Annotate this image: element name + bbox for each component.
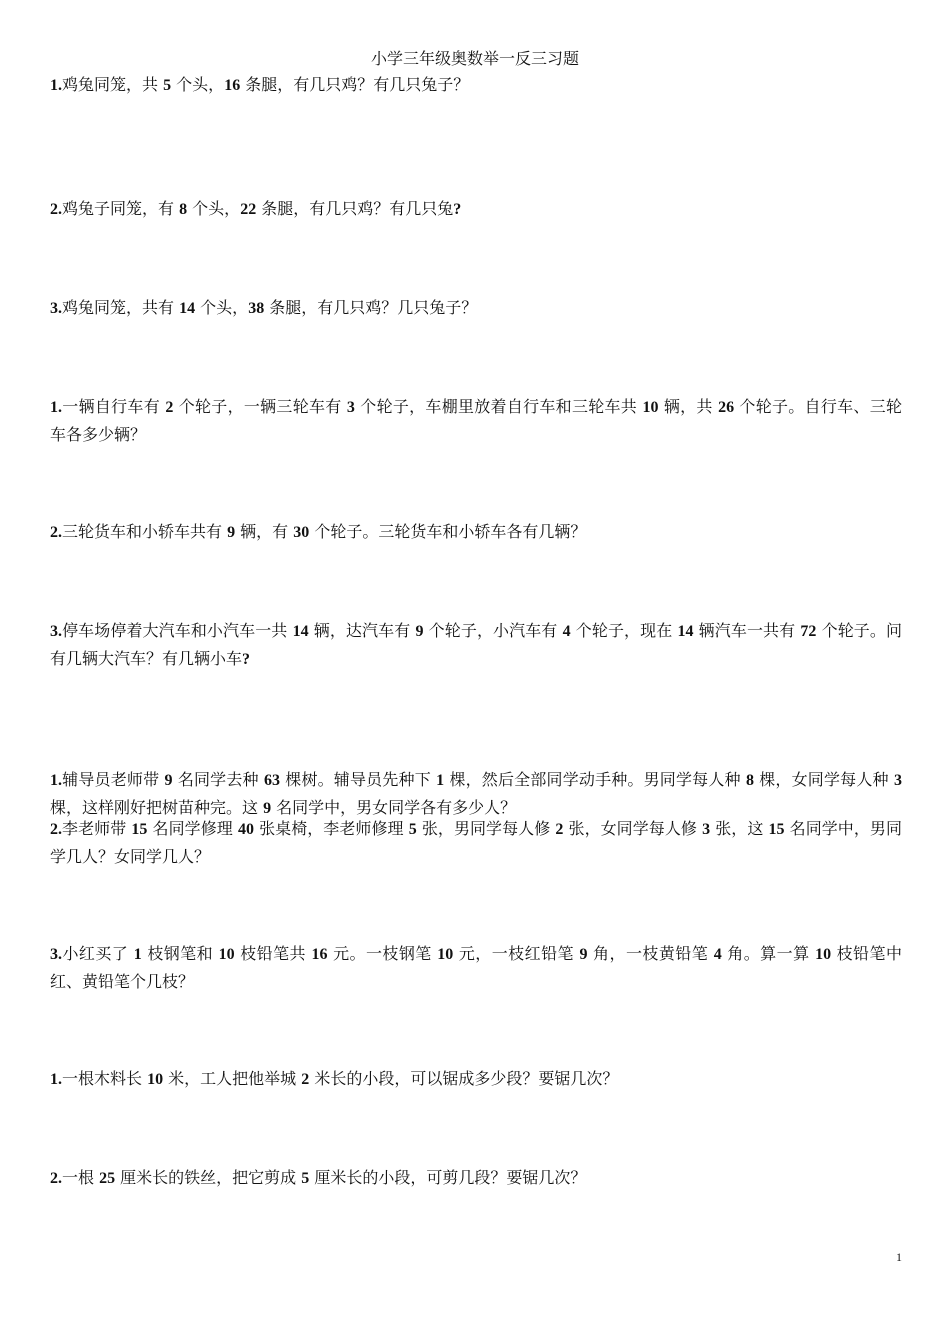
question — [50, 294, 902, 322]
question-number-value: 1 — [436, 772, 445, 789]
question-text: 鸡兔子同笼，有 — [62, 199, 180, 218]
question — [50, 766, 902, 822]
question-text: 厘米长的小段，可剪几段？要锯几次？ — [309, 1168, 587, 1187]
question-text: 名同学修理 — [147, 819, 238, 838]
question — [50, 71, 902, 99]
question — [50, 1065, 902, 1093]
question — [50, 195, 902, 223]
question-number-value: 2 — [165, 399, 174, 416]
page-title: 小学三年级奥数举一反三习题 — [370, 49, 579, 68]
question-text: 米，工人把他举城 — [163, 1069, 302, 1088]
question — [50, 940, 902, 995]
question-text: 条腿，有几只鸡？几只兔子？ — [264, 298, 478, 317]
question-number: 2. — [50, 524, 62, 541]
question-number-value: 40 — [237, 821, 254, 838]
question-number-value: 63 — [264, 772, 280, 789]
question-text: 棵，女同学每人种 — [753, 770, 894, 789]
question-number: 1. — [50, 399, 62, 416]
question-number-value: 25 — [99, 1170, 116, 1187]
question-number: 1. — [50, 1071, 62, 1088]
question-text: 个头， — [187, 199, 241, 218]
question-text: 棵，这样刚好把树苗种完。这 — [50, 798, 264, 817]
question-number-value: 22 — [240, 201, 257, 218]
question-number-value: 10 — [642, 399, 659, 416]
question-number-value: 5 — [163, 77, 172, 94]
question-text: 名同学中，男同学几人？女同学几人？ — [50, 819, 902, 866]
question-text: 棵树。辅导员先种下 — [280, 770, 437, 789]
question-text: 角。算一算 — [721, 944, 816, 963]
question-number-value: 9 — [164, 772, 173, 789]
question — [50, 518, 902, 546]
question-number-value: 16 — [311, 946, 328, 963]
question-number: 3. — [50, 300, 62, 317]
question-text: 辆，共 — [658, 397, 719, 416]
question-text: 条腿，有几只鸡？有几只兔 — [256, 199, 454, 218]
question-text: 张，这 — [710, 819, 769, 838]
question-number-value: 38 — [248, 300, 265, 317]
question-number-value: 15 — [131, 821, 148, 838]
question — [50, 815, 902, 870]
question-number-value: 2 — [555, 821, 564, 838]
question-text: 枝钢笔和 — [141, 944, 219, 963]
question-number-value: 3 — [893, 772, 902, 789]
question-number-value: 4 — [562, 623, 571, 640]
question-number-value: 10 — [437, 946, 454, 963]
question-number-value: 4 — [713, 946, 722, 963]
question-number: 2. — [50, 201, 62, 218]
question-text: 辆，达汽车有 — [308, 621, 416, 640]
question-number-value: 9 — [263, 800, 272, 817]
question-number: 2. — [50, 821, 62, 838]
question-text: 小红买了 — [62, 944, 134, 963]
question-text: 一根木料长 — [62, 1069, 148, 1088]
question-number-value: 8 — [745, 772, 754, 789]
question-text: 个轮子。三轮货车和小轿车各有几辆？ — [309, 522, 587, 541]
question-text: 角，一枝黄铅笔 — [587, 944, 714, 963]
question-text: 辅导员老师带 — [62, 770, 165, 789]
question-text: 条腿，有几只鸡？有几只兔子？ — [240, 75, 470, 94]
question-text: 停车场停着大汽车和小汽车一共 — [62, 621, 293, 640]
question-text: 个轮子。自行车、三轮车各多少辆？ — [50, 397, 902, 444]
question-text: 个轮子，一辆三轮车有 — [173, 397, 347, 416]
question-number-value: ? — [453, 201, 462, 218]
question-number: 3. — [50, 946, 62, 963]
question-text: 厘米长的铁丝，把它剪成 — [115, 1168, 302, 1187]
question-number-value: 30 — [293, 524, 310, 541]
question-text: 棵，然后全部同学动手种。男同学每人种 — [444, 770, 746, 789]
question-text: 一辆自行车有 — [62, 397, 166, 416]
question-number-value: 8 — [179, 201, 188, 218]
question-text: 个头， — [195, 298, 249, 317]
question-number: 1. — [50, 77, 62, 94]
question-number-value: 1 — [133, 946, 142, 963]
question-number-value: 3 — [346, 399, 355, 416]
question-number-value: 10 — [815, 946, 832, 963]
question-number-value: 5 — [408, 821, 417, 838]
question-text: 名同学去种 — [172, 770, 264, 789]
question-text: 个头， — [171, 75, 225, 94]
question-text: 元，一枝红铅笔 — [453, 944, 580, 963]
question-number-value: 14 — [292, 623, 309, 640]
question-text: 个轮子。问有几辆大汽车？有几辆小车 — [50, 621, 902, 668]
question-text: 辆汽车一共有 — [693, 621, 801, 640]
question-text: 个轮子，现在 — [570, 621, 678, 640]
question-number-value: 3 — [702, 821, 711, 838]
question — [50, 393, 902, 448]
question-text: 个轮子，小汽车有 — [423, 621, 563, 640]
question-text: 张，女同学每人修 — [563, 819, 703, 838]
question — [50, 617, 902, 673]
question-number-value: ? — [242, 651, 251, 668]
question-text: 一根 — [62, 1168, 100, 1187]
question-number-value: 9 — [579, 946, 588, 963]
question-number-value: 9 — [415, 623, 424, 640]
question-text: 辆，有 — [235, 522, 294, 541]
question-text: 鸡兔同笼，共 — [62, 75, 164, 94]
question-text: 张，男同学每人修 — [416, 819, 556, 838]
question-text: 米长的小段，可以锯成多少段？要锯几次？ — [309, 1069, 619, 1088]
question-number-value: 72 — [800, 623, 817, 640]
question-number-value: 14 — [179, 300, 196, 317]
question-number-value: 5 — [301, 1170, 310, 1187]
question-number-value: 26 — [718, 399, 735, 416]
question-number-value: 10 — [218, 946, 235, 963]
question-number-value: 10 — [147, 1071, 164, 1088]
question-number-value: 15 — [768, 821, 785, 838]
question-text: 元。一枝钢笔 — [327, 944, 438, 963]
question-text: 个轮子，车棚里放着自行车和三轮车共 — [354, 397, 643, 416]
question-text: 名同学中，男女同学各有多少人？ — [271, 798, 517, 817]
question-text: 李老师带 — [62, 819, 132, 838]
question-number: 2. — [50, 1170, 62, 1187]
question-number: 3. — [50, 623, 62, 640]
question-number-value: 2 — [301, 1071, 310, 1088]
question-number-value: 16 — [224, 77, 241, 94]
question-text: 张桌椅，李老师修理 — [253, 819, 409, 838]
question-text: 枝铅笔共 — [234, 944, 312, 963]
question-number: 1. — [50, 772, 62, 789]
page-number: 1 — [896, 1250, 902, 1264]
question-number-value: 14 — [677, 623, 694, 640]
question-text: 枝铅笔中红、黄铅笔个几枝？ — [50, 944, 902, 991]
question-number-value: 9 — [227, 524, 236, 541]
question-text: 三轮货车和小轿车共有 — [62, 522, 228, 541]
question — [50, 1164, 902, 1192]
question-text: 鸡兔同笼，共有 — [62, 298, 180, 317]
